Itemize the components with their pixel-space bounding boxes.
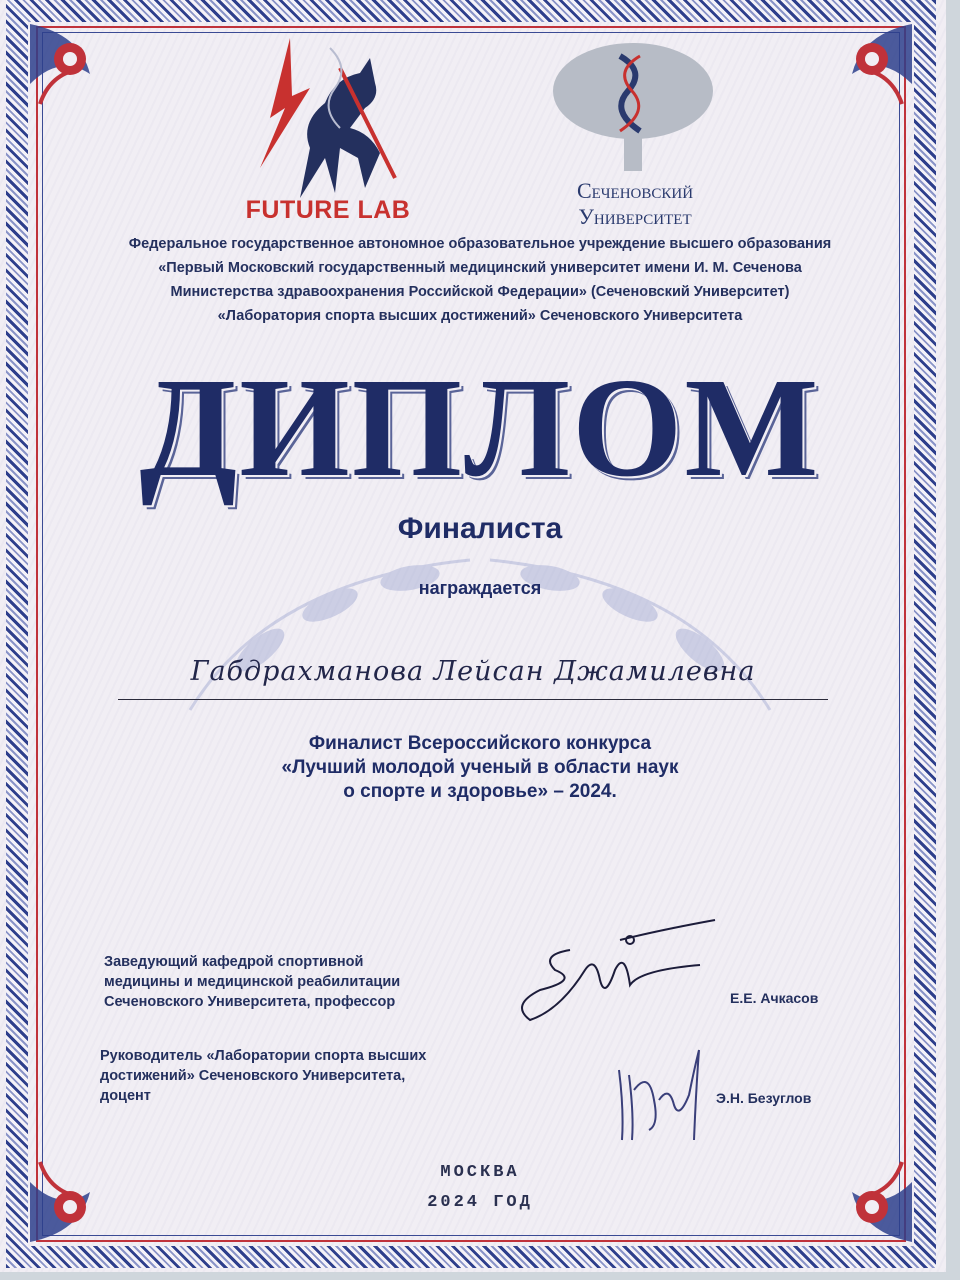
organization-line: Федеральное государственное автономное образовательное учреждение высшего образования <box>128 236 832 252</box>
future-lab-logo-text: FUTURE LAB <box>245 196 411 224</box>
awarded-label: награждается <box>418 578 542 598</box>
signatory-1-name: Е.Е. Ачкасов <box>730 990 819 1006</box>
university-name-line-1: Сеченовский <box>576 178 694 203</box>
organization-line: «Лаборатория спорта высших достижений» Сеченовского Университета <box>217 308 743 324</box>
achievement-description <box>180 732 780 804</box>
position-line: Сеченовского Университета, профессор <box>104 994 396 1010</box>
university-logo-text <box>530 178 740 230</box>
position-line: доцент <box>100 1088 151 1104</box>
signatory-1-position <box>104 952 504 1012</box>
footer-place-date <box>380 1158 580 1218</box>
organization-header <box>90 232 870 328</box>
recipient-name: Габдрахманова Лейсан Джамилевна <box>190 656 756 687</box>
achievement-line: «Лучший молодой ученый в области наук <box>281 757 679 778</box>
footer-city: МОСКВА <box>440 1163 520 1182</box>
achievement-line: о спорте и здоровье» – 2024. <box>343 781 617 802</box>
signatory-2-position <box>100 1046 520 1106</box>
corner-ornament-icon <box>20 1132 140 1252</box>
corner-ornament-icon <box>20 14 140 134</box>
organization-line: «Первый Московский государственный медицинский университет имени И. М. Сеченова <box>158 260 802 276</box>
corner-ornament-icon <box>802 1132 922 1252</box>
corner-ornament-icon <box>802 14 922 134</box>
position-line: Руководитель «Лаборатории спорта высших <box>100 1048 427 1064</box>
university-name-line-2: Университет <box>578 204 692 229</box>
position-line: Заведующий кафедрой спортивной <box>104 954 364 970</box>
achievement-line: Финалист Всероссийского конкурса <box>308 733 652 754</box>
organization-line: Министерства здравоохранения Российской Федерации» (Сеченовский Университет) <box>170 284 790 300</box>
name-underline <box>118 699 828 700</box>
signatory-2-name: Э.Н. Безуглов <box>716 1090 812 1106</box>
position-line: медицины и медицинской реабилитации <box>104 974 401 990</box>
signature-1-icon <box>500 910 730 1030</box>
signature-2-icon <box>604 1030 714 1150</box>
tree-dna-logo-icon <box>548 36 718 176</box>
diploma-subtitle: Финалиста <box>397 512 563 545</box>
footer-year: 2024 ГОД <box>427 1193 533 1212</box>
position-line: достижений» Сеченовского Университета, <box>100 1068 406 1084</box>
diploma-title: ДИПЛОМ <box>139 348 821 506</box>
laurel-watermark-icon <box>150 540 810 720</box>
